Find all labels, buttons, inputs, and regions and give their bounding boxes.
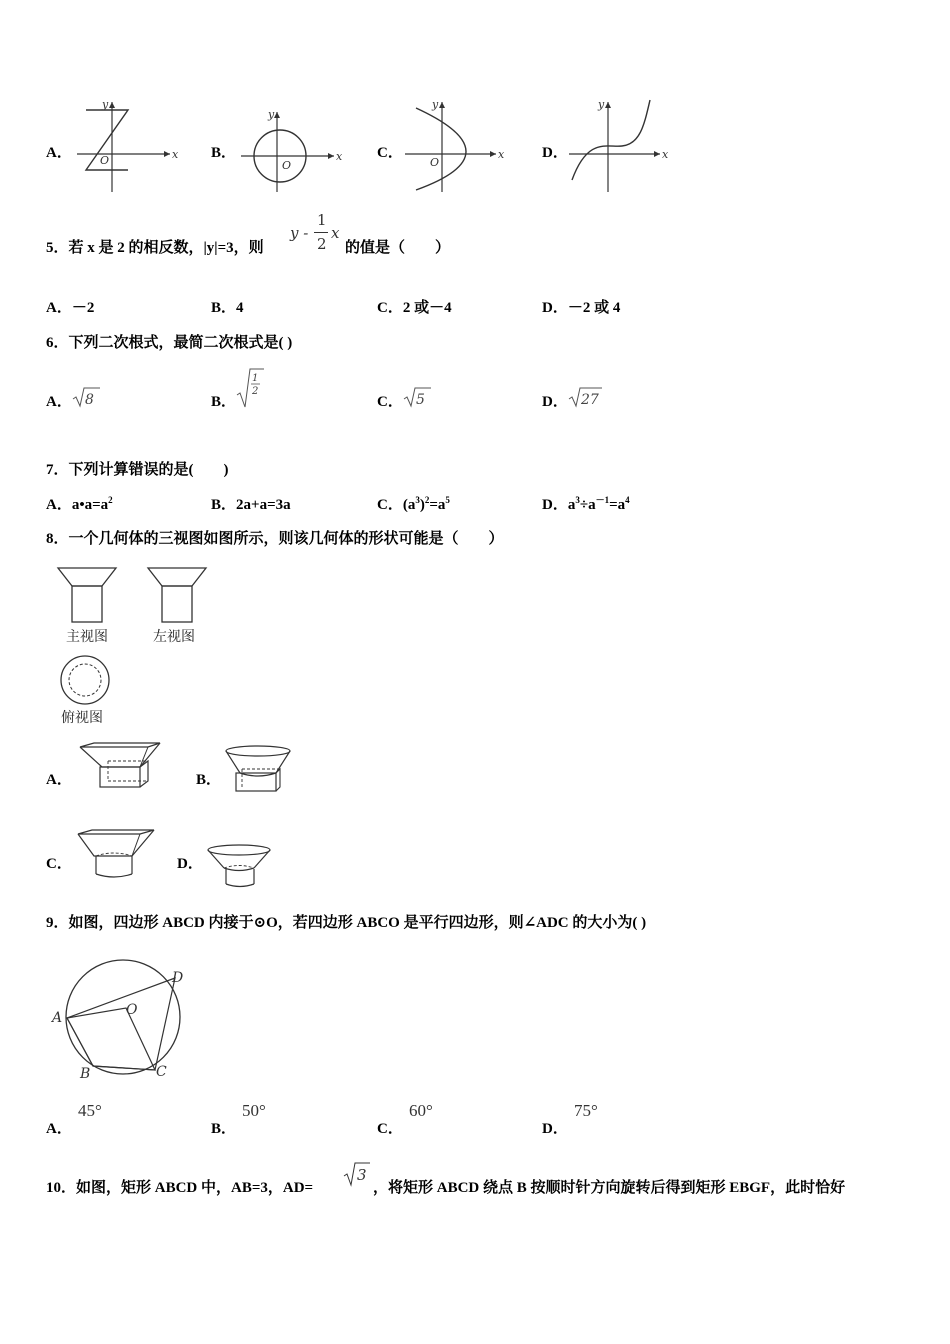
q7-option-d: D．$a^3\div a^{-1}=a^4$ [542,495,630,513]
left-view-caption: 左视图 [153,629,195,645]
top-view-diagram [58,654,114,708]
cubic-curve-graph [566,96,670,194]
svg-text:O: O [430,156,440,169]
q5-option-c: C．2 或－4 [377,300,452,316]
q4-option-c-label: C． [377,145,403,161]
q9-stem: 9．如图，四边形 ABCD 内接于⊙O，若四边形 ABCO 是平行四边形，则∠ADC 的大小为( ) [46,915,647,931]
q8-option-b-label: B． [196,772,222,788]
svg-text:5: 5 [416,392,425,408]
z-shaped-line-graph [72,96,179,194]
q9-option-a-label: A． [46,1121,72,1137]
q9-option-b-label: B． [211,1121,237,1137]
svg-text:8: 8 [85,392,94,408]
bowl-on-cube-figure [222,743,294,795]
svg-text:2: 2 [252,386,259,397]
svg-text:x: x [662,148,669,161]
q5-option-d: D．－2 或 4 [542,300,621,316]
q6-option-c-label: C． [377,394,403,410]
q4-option-d-label: D． [542,145,568,161]
q4-option-a-label: A． [46,145,72,161]
q9-option-d-label: D． [542,1121,568,1137]
q10-stem-suffix: ，将矩形 ABCD 绕点 B 按顺时针方向旋转后得到矩形 EBGF，此时恰好 [373,1180,846,1196]
q6-stem: 6．下列二次根式，最简二次根式是( ) [46,335,293,351]
q5-option-b: B．4 [211,300,244,316]
sqrt-8-radical-icon [72,385,102,409]
q4-option-b-label: B． [211,145,237,161]
q5-expr-y: y - [290,224,309,242]
sqrt-27-radical-icon [568,385,604,409]
svg-text:x: x [498,148,505,161]
q9-option-c-value: 60° [409,1101,433,1120]
q8-stem: 8．一个几何体的三视图如图所示，则该几何体的形状可能是（ ） [46,531,504,547]
q6-option-a-label: A． [46,394,72,410]
q8-option-d-label: D． [177,856,203,872]
inscribed-quadrilateral-diagram [48,960,194,1084]
frustum-on-cube-figure [78,741,164,791]
q8-option-c-label: C． [46,856,72,872]
q5-expr-denominator: 2 [317,235,327,253]
sqrt-5-radical-icon [403,385,433,409]
q5-stem-prefix: 5．若 x 是 2 的相反数，|y|=3，则 [46,240,264,256]
svg-text:x: x [172,148,179,161]
svg-text:O: O [126,1002,138,1018]
q5-expr-x: x [331,224,340,242]
left-view-diagram [146,566,210,626]
svg-text:27: 27 [581,392,599,408]
q6-option-b-label: B． [211,394,237,410]
svg-text:C: C [156,1064,167,1080]
circle-graph [238,106,344,194]
q6-option-d-label: D． [542,394,568,410]
front-view-caption: 主视图 [66,629,108,645]
svg-text:B: B [80,1066,91,1082]
svg-text:A: A [52,1010,63,1026]
sqrt-3-radical-icon [343,1160,373,1188]
svg-text:O: O [100,154,110,167]
q5-stem-suffix: 的值是（ ） [345,240,451,256]
q9-option-b-value: 50° [242,1101,266,1120]
q5-fraction-bar [314,232,328,233]
svg-text:y: y [102,98,109,111]
svg-text:y: y [268,108,275,121]
svg-text:D: D [172,970,184,986]
svg-text:1: 1 [252,373,259,384]
svg-text:x: x [336,150,343,163]
bowl-on-cylinder-figure [204,842,274,890]
q7-option-b: B．2a+a=3a [211,497,291,513]
q7-stem: 7．下列计算错误的是( ) [46,462,229,478]
q8-option-a-label: A． [46,772,72,788]
sqrt-half-radical-icon [236,367,266,409]
frustum-on-cylinder-figure [74,828,158,882]
q5-option-a: A．－2 [46,300,95,316]
q7-option-a: A．$a•a=a^2$ [46,495,113,513]
svg-text:3: 3 [357,1166,367,1184]
top-view-caption: 俯视图 [61,710,103,726]
front-view-diagram [56,566,120,626]
svg-text:y: y [432,98,439,111]
svg-text:O: O [282,159,292,172]
q9-option-c-label: C． [377,1121,403,1137]
q9-option-d-value: 75° [574,1101,598,1120]
q5-expr-numerator: 1 [317,211,327,229]
q7-option-c: C．$(a^3)^2=a^5$ [377,495,450,513]
q10-stem-prefix: 10．如图，矩形 ABCD 中，AB=3，AD= [46,1180,314,1196]
q9-option-a-value: 45° [78,1101,102,1120]
sideways-parabola-graph [400,96,506,194]
svg-text:y: y [598,98,605,111]
